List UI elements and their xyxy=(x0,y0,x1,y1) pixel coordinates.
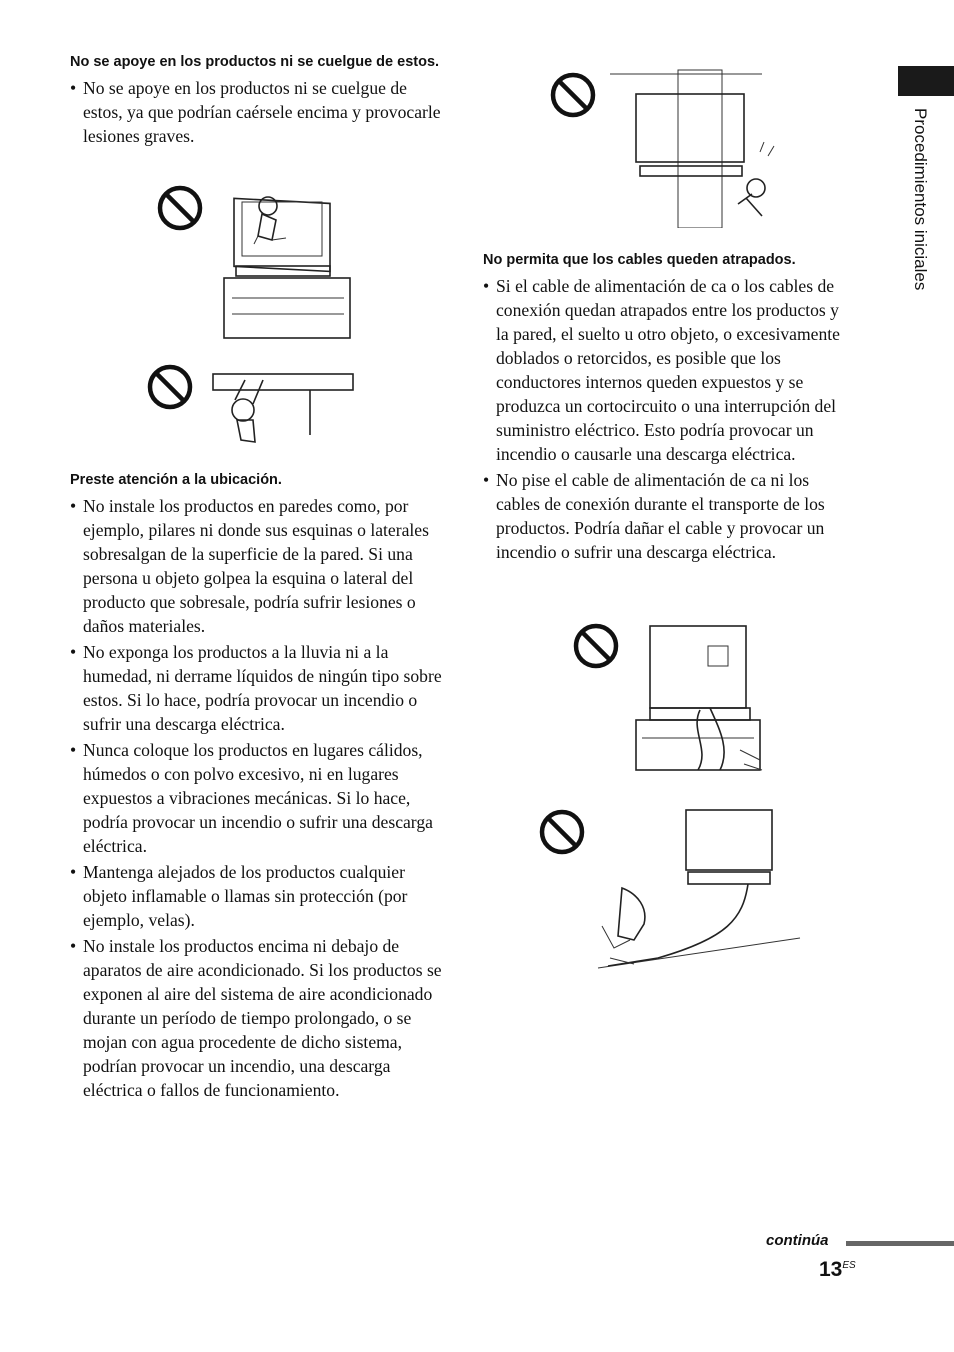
left-column-lower xyxy=(70,472,442,1104)
bullet-list-cables xyxy=(483,274,855,564)
illustration-cables-trapped xyxy=(570,620,770,780)
page-number-value: 13 xyxy=(819,1258,843,1281)
bullet-item: • Mantenga alejados de los productos cualquier objeto inflamable o llamas sin protección (por ejemplo, velas). xyxy=(70,860,442,932)
illustration-child-on-bar xyxy=(145,360,375,460)
right-column xyxy=(483,252,855,566)
continued-arrow-bar xyxy=(846,1241,954,1246)
bullet-item: • No se apoye en los productos ni se cuelgue de estos, ya que podrían caérsele encima y provocarle lesiones graves. xyxy=(70,76,442,148)
bullet-list-location xyxy=(70,494,442,1102)
section-heading-cables: No permita que los cables queden atrapados. xyxy=(483,252,796,268)
section-side-label: Procedimientos iniciales xyxy=(911,108,930,291)
section-heading-location: Preste atención a la ubicación. xyxy=(70,472,282,488)
bullet-item: • Si el cable de alimentación de ca o los cables de conexión quedan atrapados entre los productos y la pared, el suelto u otro objeto, o excesivamente doblados o retorcidos, es posible que los conductores internos queden expuestos y se produzca un cortocircuito o una interrupción del suministro eléctrico. Esto podría provocar un incendio o causarle una descarga eléctrica. xyxy=(483,274,855,466)
section-heading-lean: No se apoye en los productos ni se cuelgue de estos. xyxy=(70,54,440,70)
bullet-item: • No instale los productos encima ni debajo de aparatos de aire acondicionado. Si los productos se exponen al aire del sistema de aire acondicionado durante un período de tiempo prolongado, o se mojan con agua procedente de dicho sistema, podrían provocar un incendio, una descarga eléctrica o fallos de funcionamiento. xyxy=(70,934,442,1102)
bullet-item: • No instale los productos en paredes como, por ejemplo, pilares ni donde sus esquinas o laterales sobresalgan de la superficie de la pared. Si una persona u objeto golpea la esquina o lateral del producto que sobresale, podría sufrir lesiones o daños materiales. xyxy=(70,494,442,638)
illustration-child-on-tv xyxy=(150,180,360,340)
page-number xyxy=(819,1258,856,1282)
illustration-tv-pillar xyxy=(548,68,788,228)
bullet-item: • No exponga los productos a la lluvia ni a la humedad, ni derrame líquidos de ningún tipo sobre estos. Si lo hace, podría provocar un incendio o sufrir una descarga eléctrica. xyxy=(70,640,442,736)
bullet-list-lean xyxy=(70,76,442,148)
continued-label: continúa xyxy=(766,1232,829,1249)
illustration-step-on-cable xyxy=(538,808,808,978)
bullet-item: • No pise el cable de alimentación de ca ni los cables de conexión durante el transporte de los productos. Podría dañar el cable y provocar un incendio o sufrir una descarga eléctrica. xyxy=(483,468,855,564)
section-tab-marker xyxy=(898,66,954,96)
bullet-item: • Nunca coloque los productos en lugares cálidos, húmedos o con polvo excesivo, ni en lugares expuestos a vibraciones mecánicas. Si lo hace, podría provocar un incendio o sufrir una descarga eléctrica. xyxy=(70,738,442,858)
left-column xyxy=(70,54,442,150)
page-number-suffix: ES xyxy=(842,1260,856,1271)
